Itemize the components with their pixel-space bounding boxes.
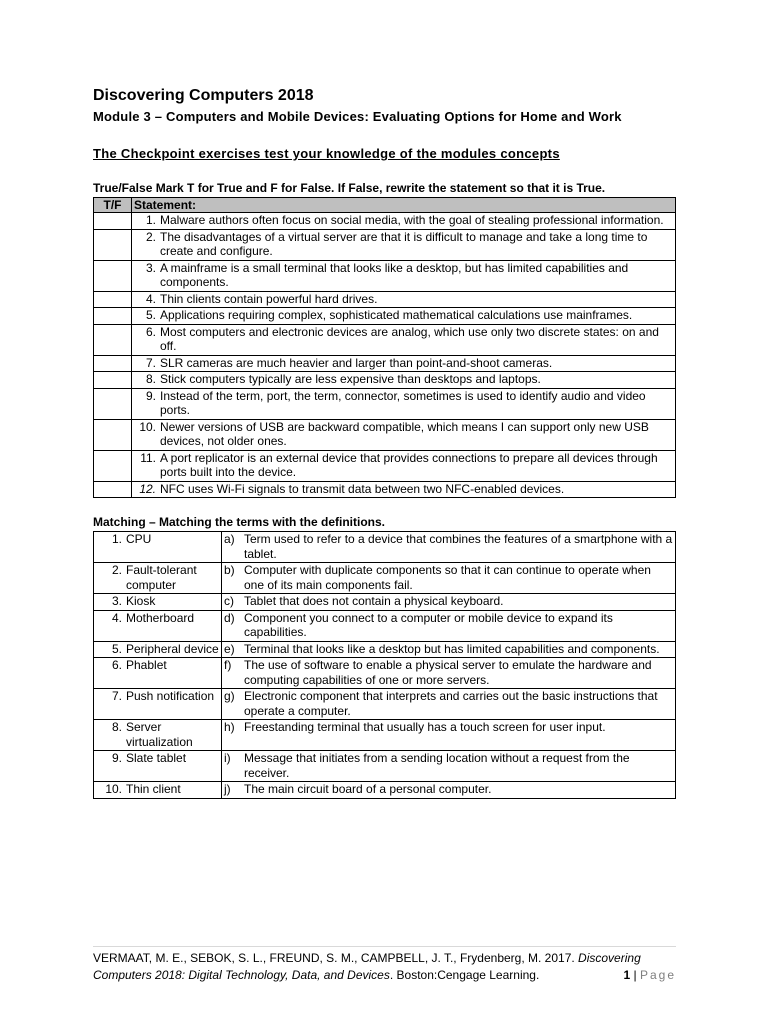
matching-row <box>94 720 676 751</box>
citation-publisher: . Boston:Cengage Learning. <box>389 968 540 982</box>
definition-text: Computer with duplicate components so that it can continue to operate when one of its main components fail. <box>244 563 651 592</box>
definition-cell <box>222 751 676 782</box>
tf-answer-cell[interactable] <box>94 213 132 230</box>
matching-row <box>94 594 676 611</box>
statement-number: 1. <box>145 213 156 227</box>
definition-cell <box>222 594 676 611</box>
term-cell <box>94 751 222 782</box>
statement-text: NFC uses Wi-Fi signals to transmit data between two NFC-enabled devices. <box>160 481 565 496</box>
statement-number: 5. <box>145 308 156 322</box>
definition-cell <box>222 532 676 563</box>
statement-cell <box>132 308 676 325</box>
tf-answer-cell[interactable] <box>94 419 132 450</box>
definition-cell <box>222 782 676 799</box>
statement-cell <box>132 388 676 419</box>
tf-row <box>94 372 676 389</box>
statement-number: 9. <box>145 388 156 403</box>
definition-letter: h) <box>224 720 235 734</box>
tf-column-header: T/F <box>94 197 132 213</box>
definition-letter: f) <box>224 658 232 672</box>
term-number: 3. <box>111 594 122 608</box>
term-text: Kiosk <box>126 594 156 608</box>
tf-row <box>94 229 676 260</box>
term-text: Peripheral device <box>126 641 219 656</box>
statement-cell <box>132 260 676 291</box>
citation-line-2 <box>93 967 676 984</box>
tf-row <box>94 260 676 291</box>
tf-answer-cell[interactable] <box>94 324 132 355</box>
citation-book-title-end: Computers 2018: Digital Technology, Data, and Devices <box>93 968 390 982</box>
statement-cell <box>132 450 676 481</box>
statement-number: 11. <box>140 450 156 465</box>
page-label: Page <box>639 968 676 982</box>
term-cell <box>94 782 222 799</box>
module-subtitle: Module 3 – Computers and Mobile Devices: Evaluating Options for Home and Work <box>93 109 622 124</box>
tf-row <box>94 308 676 325</box>
statement-text: Thin clients contain powerful hard drives. <box>160 291 378 306</box>
matching-table <box>93 531 676 799</box>
term-text: Fault-tolerant computer <box>126 563 197 592</box>
statement-text: A mainframe is a small terminal that looks like a desktop, but has limited capabilities and components. <box>160 260 629 289</box>
definition-cell <box>222 720 676 751</box>
statement-number: 7. <box>145 355 156 370</box>
term-cell <box>94 658 222 689</box>
statement-text: The disadvantages of a virtual server are that it is difficult to manage and take a long time to create and configure. <box>160 229 648 258</box>
statement-number: 6. <box>145 324 156 339</box>
term-number: 5. <box>111 641 122 656</box>
term-text: Phablet <box>126 658 167 672</box>
statement-cell <box>132 229 676 260</box>
statement-number: 10. <box>139 419 156 434</box>
tf-row <box>94 450 676 481</box>
tf-row <box>94 291 676 308</box>
term-number: 10. <box>105 782 122 796</box>
definition-text: Component you connect to a computer or mobile device to expand its capabilities. <box>244 610 613 639</box>
document-title: Discovering Computers 2018 <box>93 87 314 104</box>
definition-letter: b) <box>224 563 235 577</box>
definition-cell <box>222 641 676 658</box>
matching-row <box>94 751 676 782</box>
term-number: 4. <box>111 610 122 625</box>
statement-column-header: Statement: <box>132 197 676 213</box>
term-text: Slate tablet <box>126 751 187 765</box>
definition-text: Message that initiates from a sending location without a request from the receiver. <box>244 751 630 780</box>
statement-text: Instead of the term, port, the term, connector, sometimes is used to identify audio and video ports. <box>160 388 646 417</box>
definition-letter: a) <box>224 532 235 546</box>
term-number: 2. <box>111 563 122 577</box>
definition-letter: g) <box>224 689 235 703</box>
matching-row <box>94 658 676 689</box>
statement-cell <box>132 291 676 308</box>
term-number: 1. <box>111 532 122 546</box>
tf-row <box>94 419 676 450</box>
tf-instructions: True/False Mark T for True and F for False. If False, rewrite the statement so that it is True. <box>93 181 606 195</box>
definition-text: Term used to refer to a device that combines the features of a smartphone with a tablet. <box>244 532 673 561</box>
definition-text: Tablet that does not contain a physical keyboard. <box>244 594 504 608</box>
matching-row <box>94 641 676 658</box>
definition-letter: i) <box>224 751 231 765</box>
statement-text: SLR cameras are much heavier and larger than point-and-shoot cameras. <box>160 355 553 370</box>
term-text: Server virtualization <box>126 720 193 749</box>
term-text: Thin client <box>126 782 181 796</box>
tf-row <box>94 355 676 372</box>
term-number: 9. <box>111 751 122 765</box>
definition-cell <box>222 658 676 689</box>
definition-cell <box>222 689 676 720</box>
term-cell <box>94 641 222 658</box>
tf-answer-cell[interactable] <box>94 388 132 419</box>
statement-number: 8. <box>145 372 156 386</box>
page-separator: | <box>630 968 640 982</box>
term-cell <box>94 532 222 563</box>
statement-cell <box>132 213 676 230</box>
statement-text: Most computers and electronic devices are analog, which use only two discrete states: on and off. <box>160 324 659 353</box>
definition-letter: c) <box>224 594 234 608</box>
definition-text: The use of software to enable a physical server to emulate the hardware and computing capabilities of one or more servers. <box>244 658 652 687</box>
statement-cell <box>132 419 676 450</box>
citation-authors: VERMAAT, M. E., SEBOK, S. L., FREUND, S. M., CAMPBELL, J. T., Frydenberg, M. 2017. <box>93 951 579 965</box>
tf-row <box>94 388 676 419</box>
term-cell <box>94 563 222 594</box>
definition-letter: e) <box>224 641 235 656</box>
statement-number: 3. <box>145 260 156 275</box>
term-number: 7. <box>111 689 122 703</box>
statement-cell <box>132 481 676 498</box>
term-text: Push notification <box>126 689 215 703</box>
citation-book-title-start: Discovering <box>578 951 641 965</box>
statement-cell <box>132 324 676 355</box>
document-page <box>93 86 676 799</box>
term-number: 8. <box>111 720 122 734</box>
tf-answer-cell[interactable] <box>94 308 132 325</box>
statement-number: 2. <box>145 229 156 244</box>
definition-text: The main circuit board of a personal computer. <box>244 782 492 796</box>
statement-text: Newer versions of USB are backward compatible, which means I can support only new USB devices, not older ones. <box>160 419 649 448</box>
tf-answer-cell[interactable] <box>94 450 132 481</box>
page-number: 1 <box>623 968 631 982</box>
term-cell <box>94 720 222 751</box>
definition-cell <box>222 563 676 594</box>
tf-row <box>94 324 676 355</box>
statement-number: 12. <box>139 481 156 496</box>
tf-answer-cell[interactable] <box>94 355 132 372</box>
tf-answer-cell[interactable] <box>94 291 132 308</box>
statement-text: Stick computers typically are less expensive than desktops and laptops. <box>160 372 541 386</box>
matching-row <box>94 563 676 594</box>
statement-text: A port replicator is an external device that provides connections to prepare all devices through ports built into the device. <box>160 450 658 479</box>
tf-answer-cell[interactable] <box>94 481 132 498</box>
term-cell <box>94 610 222 641</box>
term-cell <box>94 689 222 720</box>
page-indicator <box>623 967 676 984</box>
statement-cell <box>132 372 676 389</box>
definition-letter: j) <box>224 782 231 796</box>
matching-row <box>94 610 676 641</box>
term-cell <box>94 594 222 611</box>
page-footer <box>93 946 676 984</box>
true-false-table <box>93 197 676 499</box>
definition-text: Terminal that looks like a desktop but has limited capabilities and components. <box>244 641 660 656</box>
term-text: CPU <box>126 532 152 546</box>
definition-text: Electronic component that interprets and carries out the basic instructions that operate a computer. <box>244 689 658 718</box>
statement-cell <box>132 355 676 372</box>
definition-letter: d) <box>224 610 235 625</box>
matching-heading: Matching – Matching the terms with the definitions. <box>93 515 386 529</box>
tf-row <box>94 481 676 498</box>
matching-table-body <box>94 532 676 799</box>
tf-header-row <box>94 197 676 213</box>
checkpoint-heading: The Checkpoint exercises test your knowledge of the modules concepts <box>93 146 560 161</box>
tf-answer-cell[interactable] <box>94 229 132 260</box>
definition-cell <box>222 610 676 641</box>
statement-number: 4. <box>145 291 156 306</box>
term-number: 6. <box>111 658 122 672</box>
statement-text: Malware authors often focus on social media, with the goal of stealing professional information. <box>160 213 664 227</box>
tf-row <box>94 213 676 230</box>
tf-table-body <box>94 213 676 498</box>
matching-row <box>94 532 676 563</box>
tf-answer-cell[interactable] <box>94 260 132 291</box>
matching-row <box>94 689 676 720</box>
matching-row <box>94 782 676 799</box>
statement-text: Applications requiring complex, sophisticated mathematical calculations use mainframes. <box>160 308 633 322</box>
definition-text: Freestanding terminal that usually has a touch screen for user input. <box>244 720 606 734</box>
term-text: Motherboard <box>126 610 195 625</box>
tf-answer-cell[interactable] <box>94 372 132 389</box>
citation-line-1 <box>93 950 676 967</box>
